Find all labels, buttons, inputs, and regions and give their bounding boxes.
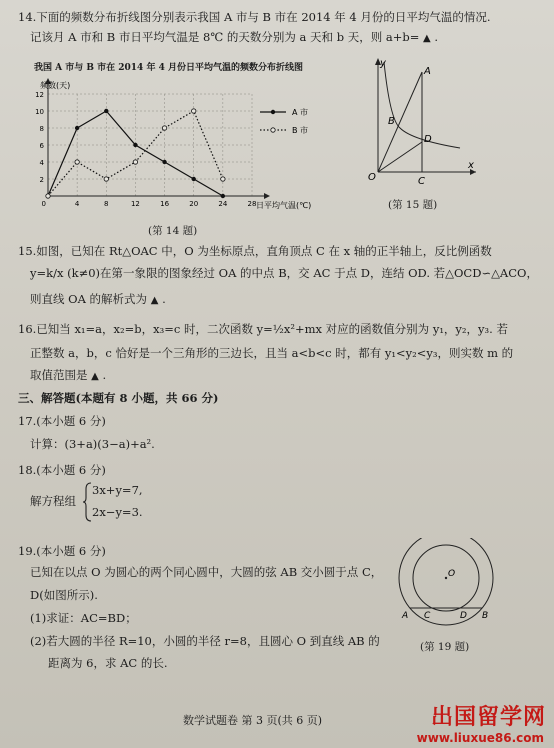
series-b-point xyxy=(133,160,137,164)
frequency-line-chart xyxy=(26,78,326,218)
q19-line1: 已知在以点 O 为圆心的两个同心圆中，大圆的弦 AB 交小圆于点 C， xyxy=(30,565,383,579)
x-tick-label: 12 xyxy=(130,200,140,208)
q19-line2: D(如图所示). xyxy=(30,588,98,602)
center-point xyxy=(445,577,447,579)
answer-mark-icon: ▲ xyxy=(150,295,159,306)
label-c: C xyxy=(418,176,425,187)
series-b-point xyxy=(192,109,196,113)
answer-mark-icon: ▲ xyxy=(423,33,431,44)
q15-end: . xyxy=(162,292,166,306)
q18-eq1: 3x+y=7, xyxy=(92,483,143,497)
q18-eq2: 2x−y=3. xyxy=(92,505,143,519)
label-y: y xyxy=(380,58,386,69)
fig15-caption: (第 15 题) xyxy=(388,199,438,211)
watermark-url: www.liuxue86.com xyxy=(416,731,544,745)
label-b: B xyxy=(388,116,395,127)
x-tick-label: 4 xyxy=(74,200,80,208)
figure-19-concentric-circles xyxy=(392,538,504,638)
q15-line1: 15.如图，已知在 Rt△OAC 中，O 为坐标原点，直角顶点 C 在 x 轴的正半轴上，反比例函数 xyxy=(18,244,492,258)
label-o: O xyxy=(448,569,456,579)
label-c: C xyxy=(424,611,431,621)
series-a-point xyxy=(104,109,108,113)
y-tick-label: 8 xyxy=(39,125,44,133)
x-tick-label: 24 xyxy=(218,200,228,208)
x-tick-label: 8 xyxy=(104,200,109,208)
figure-15-coordinate-diagram xyxy=(340,50,480,190)
x-axis-title: 日平均气温(℃) xyxy=(256,201,312,210)
y-tick-label: 4 xyxy=(39,159,44,167)
q16-line3 xyxy=(30,368,106,384)
label-b: B xyxy=(482,611,489,621)
q16-line2: 正整数 a，b，c 恰好是一个三角形的三边长，且当 a<b<c 时，都有 y₁<y₂<y₃，则实数 m 的 xyxy=(30,346,514,360)
q14-end: . xyxy=(434,30,439,44)
q18-prefix: 解方程组 xyxy=(30,494,76,508)
x-tick-label: 16 xyxy=(160,200,170,208)
q18-heading: 18.(本小题 6 分) xyxy=(18,463,106,477)
q16-line3-text: 取值范围是 xyxy=(30,368,88,382)
label-x: x xyxy=(468,160,474,171)
q14-line2-text: 记该月 A 市和 B 市日平均气温是 8℃ 的天数分别为 a 天和 b 天，则 a+b= xyxy=(30,30,420,44)
legend-b-label: B 市 xyxy=(292,126,309,135)
series-a-point xyxy=(133,143,137,147)
section3-heading: 三、解答题(本题有 8 小题，共 66 分) xyxy=(18,391,219,405)
q15-line3-text: 则直线 OA 的解析式为 xyxy=(30,292,148,306)
q15-line3 xyxy=(30,292,166,308)
q17-heading: 17.(本小题 6 分) xyxy=(18,414,106,428)
legend-a-label: A 市 xyxy=(292,108,309,117)
q16-line1: 16.已知当 x₁=a，x₂=b，x₃=c 时，二次函数 y=½x²+mx 对应的函数值分别为 y₁，y₂，y₃. 若 xyxy=(18,322,508,336)
series-a-point xyxy=(192,177,196,181)
q16-end: . xyxy=(102,368,107,382)
y-tick-label: 12 xyxy=(35,91,44,99)
series-b-point xyxy=(46,194,50,198)
system-brace-icon xyxy=(82,482,92,522)
answer-mark-icon: ▲ xyxy=(91,371,99,382)
q19-part2: (2)若大圆的半径 R=10，小圆的半径 r=8，且圆心 O 到直线 AB 的 xyxy=(30,634,380,648)
y-axis-title: 频数(天) xyxy=(40,81,71,90)
q19-part2b: 距离为 6，求 AC 的长. xyxy=(48,656,168,670)
label-d: D xyxy=(460,611,467,621)
page-footer: 数学试题卷 第 3 页(共 6 页) xyxy=(183,714,323,727)
watermark-logo: 出国留学网 xyxy=(430,705,546,730)
series-b-point xyxy=(75,160,79,164)
chart14-title: 我国 A 市与 B 市在 2014 年 4 月份日平均气温的频数分布折线图 xyxy=(34,63,303,73)
label-a: A xyxy=(402,611,409,621)
chart14-caption: (第 14 题) xyxy=(148,225,198,237)
label-a: A xyxy=(424,66,431,77)
x-tick-label: 28 xyxy=(247,200,257,208)
q19-part1: (1)求证：AC=BD； xyxy=(30,611,137,625)
series-a-point xyxy=(75,126,79,130)
y-tick-label: 6 xyxy=(39,142,44,150)
q14-line2 xyxy=(30,30,438,46)
series-a-point xyxy=(162,160,166,164)
q15-line2: y=k/x (k≠0)在第一象限的图象经过 OA 的中点 B，交 AC 于点 D，连结 OD. 若△OCD∽△ACO， xyxy=(30,266,538,280)
label-d: D xyxy=(424,134,432,145)
series-b-point xyxy=(162,126,166,130)
q17-content: 计算：(3+a)(3−a)+a². xyxy=(30,437,155,451)
series-b-point xyxy=(104,177,108,181)
series-b-point xyxy=(221,177,225,181)
q14-line1: 14.下面的频数分布折线图分别表示我国 A 市与 B 市在 2014 年 4 月份的日平均气温的情况. xyxy=(18,10,491,24)
fig19-caption: (第 19 题) xyxy=(420,641,470,653)
x-tick-label: 20 xyxy=(189,200,199,208)
q19-heading: 19.(本小题 6 分) xyxy=(18,544,106,558)
label-o: O xyxy=(368,172,376,183)
series-a-point xyxy=(221,194,225,198)
origin-label: 0 xyxy=(41,200,46,208)
y-tick-label: 2 xyxy=(39,176,44,184)
legend-a-marker xyxy=(271,110,275,114)
legend-b-marker xyxy=(271,128,275,132)
x-axis-arrow-icon xyxy=(264,193,270,199)
y-tick-label: 10 xyxy=(35,108,44,116)
